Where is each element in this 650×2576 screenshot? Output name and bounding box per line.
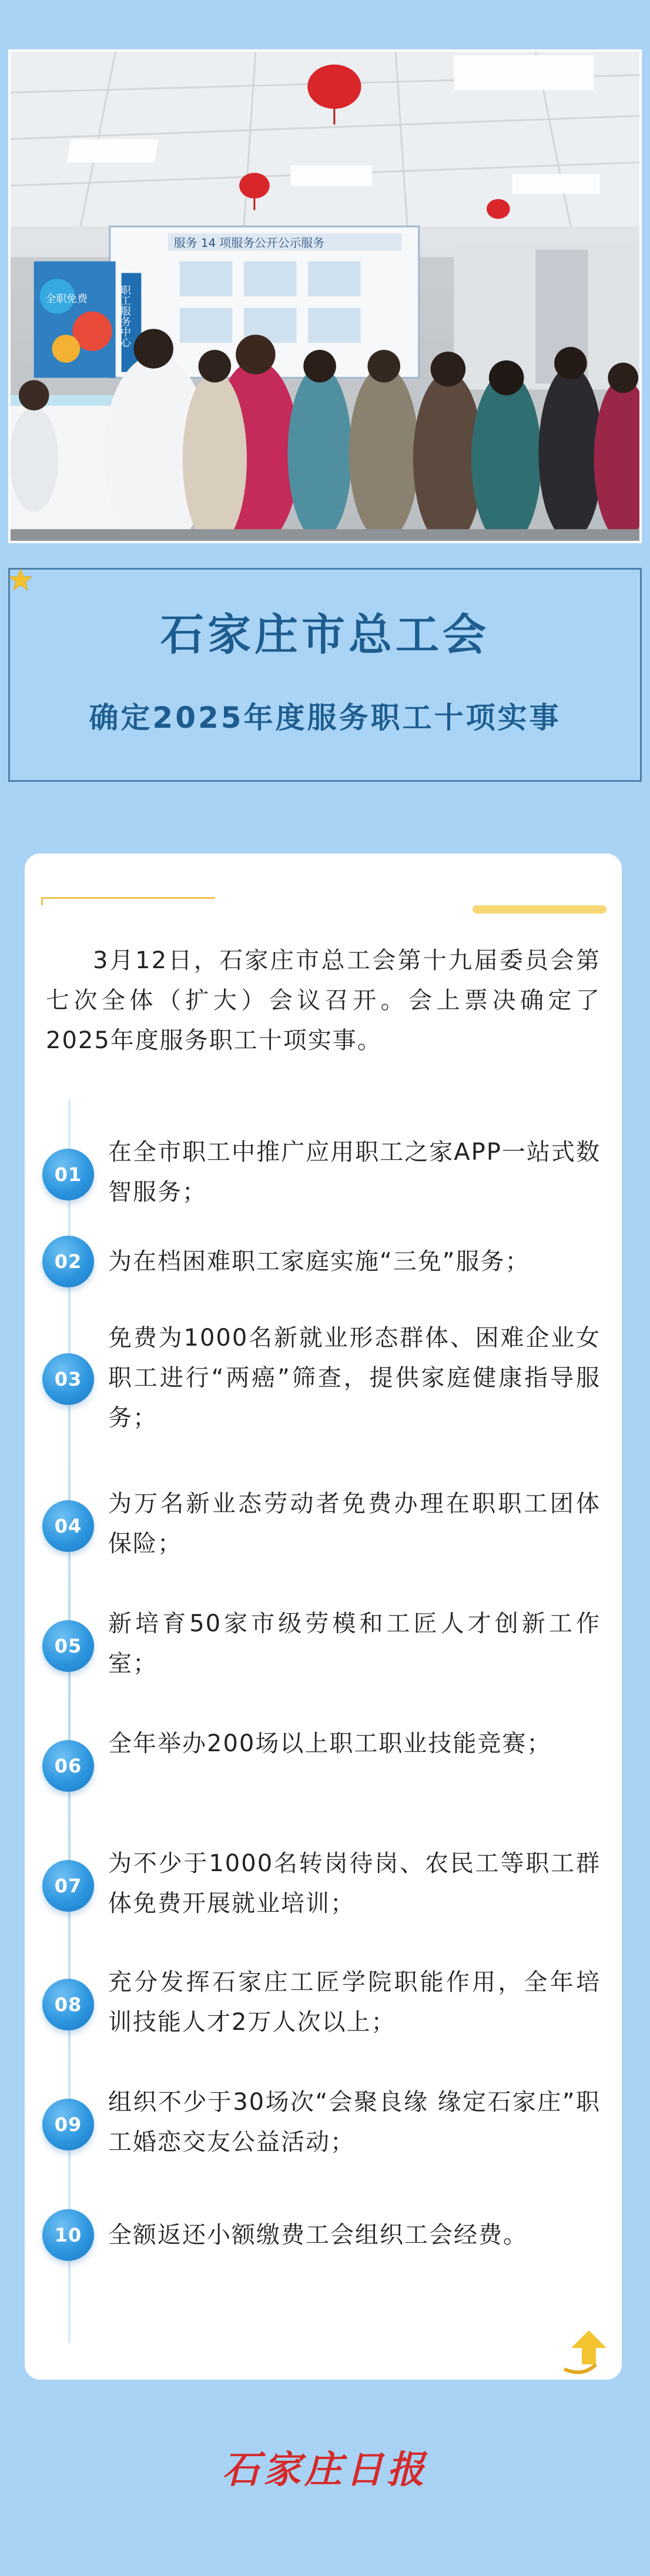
board-heading: 服务 14 项服务公开公示服务 [173, 236, 325, 250]
header-photo [8, 49, 642, 543]
number-badge: 04 [42, 1500, 94, 1552]
poster-vertical-label: 职工服务中心 [119, 285, 132, 348]
number-badge: 02 [42, 1236, 94, 1287]
number-badge: 09 [42, 2099, 94, 2150]
content-card [25, 854, 622, 2380]
item-text: 新培育50家市级劳模和工匠人才创新工作室； [108, 1610, 601, 1677]
arrow-up-icon [559, 2328, 609, 2377]
item-text: 免费为1000名新就业形态群体、困难企业女职工进行“两癌”筛查，提供家庭健康指导服务； [108, 1324, 601, 1431]
number-badge: 06 [42, 1740, 94, 1792]
page-subtitle: 确定2025年度服务职工十项实事 [89, 701, 561, 735]
number-badge: 03 [42, 1353, 94, 1405]
photo-scene [11, 52, 639, 541]
item-text: 全额返还小额缴费工会组织工会经费。 [108, 2222, 528, 2249]
item-text: 在全市职工中推广应用职工之家APP一站式数智服务； [108, 1139, 601, 1206]
newspaper-logo: 石家庄日报 [222, 2448, 428, 2492]
page-title: 石家庄市总工会 [160, 610, 490, 660]
corner-decoration [41, 897, 215, 905]
item-text: 为在档困难职工家庭实施“三免”服务； [108, 1248, 530, 1275]
title-box [8, 568, 642, 782]
number-badge: 10 [42, 2209, 94, 2261]
star-icon [8, 568, 33, 591]
intro-paragraph: 3月12日，石家庄市总工会第十九届委员会第七次全体（扩大）会议召开。会上票决确定了2025年度服务职工十项实事。 [46, 947, 601, 1054]
number-badge: 01 [42, 1149, 94, 1200]
number-badge: 08 [42, 1979, 94, 2030]
item-text: 为不少于1000名转岗待岗、农民工等职工群体免费开展就业培训； [108, 1850, 601, 1917]
item-text: 充分发挥石家庄工匠学院职能作用，全年培训技能人才2万人次以上； [108, 1969, 601, 2036]
poster-left-label: 全职免费 [45, 292, 88, 305]
item-text: 全年举办200场以上职工职业技能竞赛； [108, 1730, 552, 1757]
number-badge: 05 [42, 1620, 94, 1672]
item-text: 组织不少于30场次“会聚良缘 缘定石家庄”职工婚恋交友公益活动； [108, 2089, 601, 2156]
item-text: 为万名新业态劳动者免费办理在职职工团体保险； [108, 1490, 601, 1557]
number-badge: 07 [42, 1860, 94, 1912]
yellow-bar-decoration [473, 905, 607, 914]
